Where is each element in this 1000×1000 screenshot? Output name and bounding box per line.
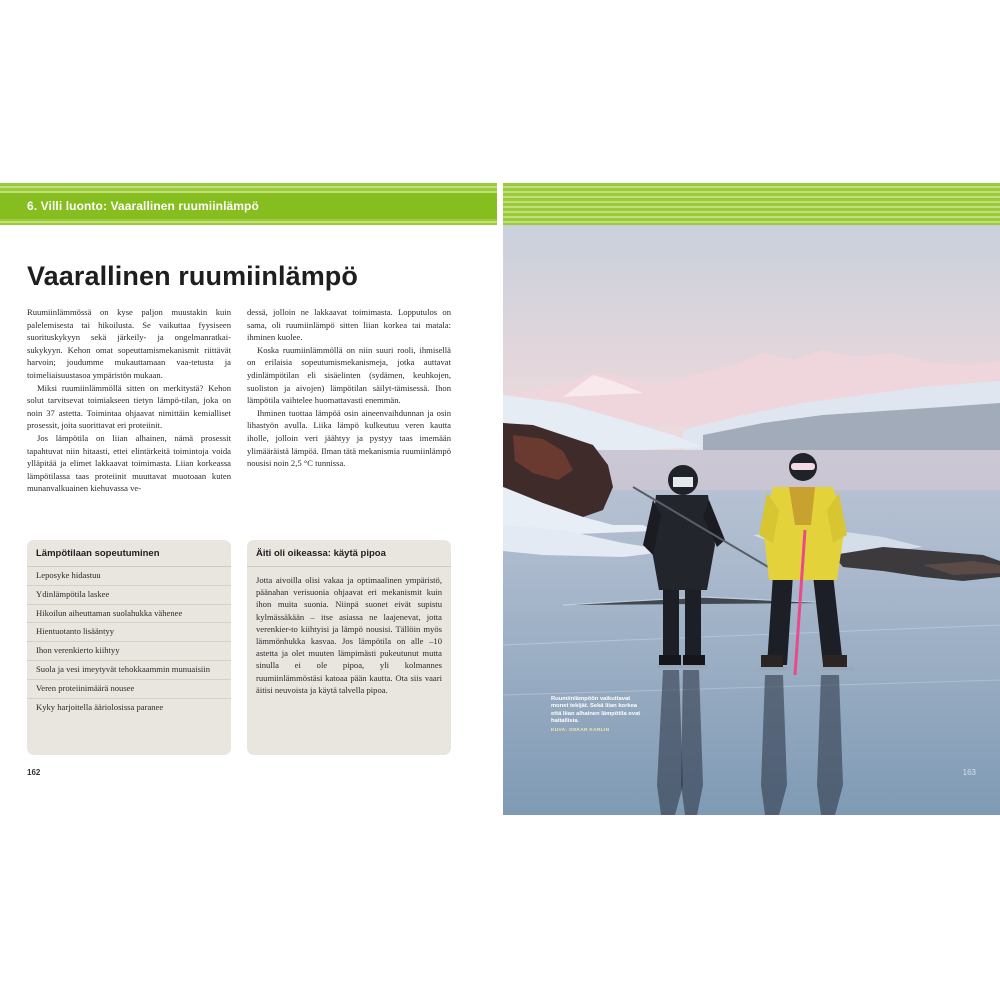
paragraph: Miksi ruumiinlämmöllä sitten on merkitystä? Kehon solut tarvitsevat toimiakseen tietyn lämpö-tilan, joka on noin 37 astetta. Toimintaa ohjaavat nimittäin kemialliset prosessit, joita suorittavat eri proteiinit. — [27, 382, 231, 431]
list-item: Kyky harjoitella ääriolosissa paranee — [36, 701, 164, 712]
page-title: Vaarallinen ruumiinlämpö — [27, 261, 358, 291]
text-column-1 — [27, 306, 231, 495]
list-item: Suola ja vesi imeytyvät tehokkaammin munuaisiin — [27, 661, 231, 680]
section-title: 6. Villi luonto: Vaarallinen ruumiinlämpö — [27, 199, 259, 213]
list-item: Hientuotanto lisääntyy — [27, 623, 231, 642]
info-box-hat — [247, 540, 451, 755]
text-column-2 — [247, 306, 451, 470]
info-box-adaptation — [27, 540, 231, 755]
adaptation-list — [27, 567, 231, 716]
left-page — [0, 183, 497, 815]
book-spread — [0, 183, 1000, 815]
paragraph: Ruumiinlämmössä on kyse paljon muustakin kuin palelemisesta tai hikoilusta. Se vaikuttaa fyysiseen suorituskykyyn sekä järkeily- ja ongelmanratkai-sukykyyn. Kehon omat sopeuttamismekanismit riittävät harvoin; joudumme mukauttamaan vaa-tetusta ja toimeliaisuustasoa ympäristön mukaan. — [27, 307, 231, 380]
list-item: Hikoilun aiheuttaman suolahukka vähenee — [27, 605, 231, 624]
paragraph: Jos lämpötila on liian alhainen, nämä prosessit tapahtuvat niin hitaasti, ettei elintärkeitä toimintoja voida ylläpitää ja elimet lakkaavat toimimasta. Liian korkeassa lämpötilassa taas proteiinit muuttavat muotoaan kuten munanvalkuainen kiehuvassa ve- — [27, 432, 231, 494]
photo-credit: KUVA: OSKAR KARLIN — [551, 727, 610, 733]
paragraph: dessä, jolloin ne lakkaavat toimimasta. Lopputulos on sama, oli ruumiinlämpö sitten liian korkea tai matala: ihminen kuolee. — [247, 307, 451, 343]
info-box-text: Jotta aivoilla olisi vakaa ja optimaalinen ympäristö, päänahan verisuonia ohjaavat eri mekanismit kuin ihon muita suonia. Niinpä suonet eivät supistu kylmässäkään – itse asiassa ne laajenevat, jotta verenkier-to kiihtyisi ja lämpö nousisi. Tällöin myös lämmönhukka kasvaa. Jos lämpötila on alle –10 astetta ja olet muuten lämpimästi pukeutunut mutta sinulla ei ole pipoa, yli kolmannes ruumiinlämmöstäsi katoaa pään kautta. Ota siis vaari äitisi neuvoista ja käytä talvella pipoa. — [256, 575, 442, 695]
right-page — [503, 183, 1000, 815]
photo-caption — [551, 696, 641, 734]
page-number-right: 163 — [962, 768, 976, 777]
paragraph: Ihminen tuottaa lämpöä osin aineenvaihdunnan ja osin lihastyön avulla. Liika lämpö kulkeutuu veren kautta iholle, jolloin veri jäähtyy ja pystyy taas imemään ylimääräistä lämpöä. Ilman tätä mekanismia ruumiinlämpö nousisi noin 2,5 °C tunnissa. — [247, 407, 451, 469]
paragraph: Koska ruumiinlämmöllä on niin suuri rooli, ihmisellä on erilaisia sopeutumismekanismeja, jotka auttavat ydinlämpötilan eli sisäelinten (sydämen, keuhkojen, suoliston ja aivojen) lämpötilan säilyt-tämisessä. Ihon lämpötila vaihtelee huomattavasti enemmän. — [247, 344, 451, 406]
list-item: Leposyke hidastuu — [27, 567, 231, 586]
list-item: Veren proteiinimäärä nousee — [27, 680, 231, 699]
list-item: Ydinlämpötila laskee — [27, 586, 231, 605]
stripe-band — [503, 183, 1000, 225]
caption-text: Ruumiinlämpöön vaikuttavat monet tekijät. Sekä liian korkea että liian alhainen lämpötila ovat haitallisia. — [551, 696, 641, 725]
info-box-title: Lämpötilaan sopeutuminen — [27, 540, 231, 567]
page-number-left: 162 — [27, 768, 41, 777]
list-item: Ihon verenkierto kiihtyy — [27, 642, 231, 661]
info-box-title: Äiti oli oikeassa: käytä pipoa — [247, 540, 451, 567]
